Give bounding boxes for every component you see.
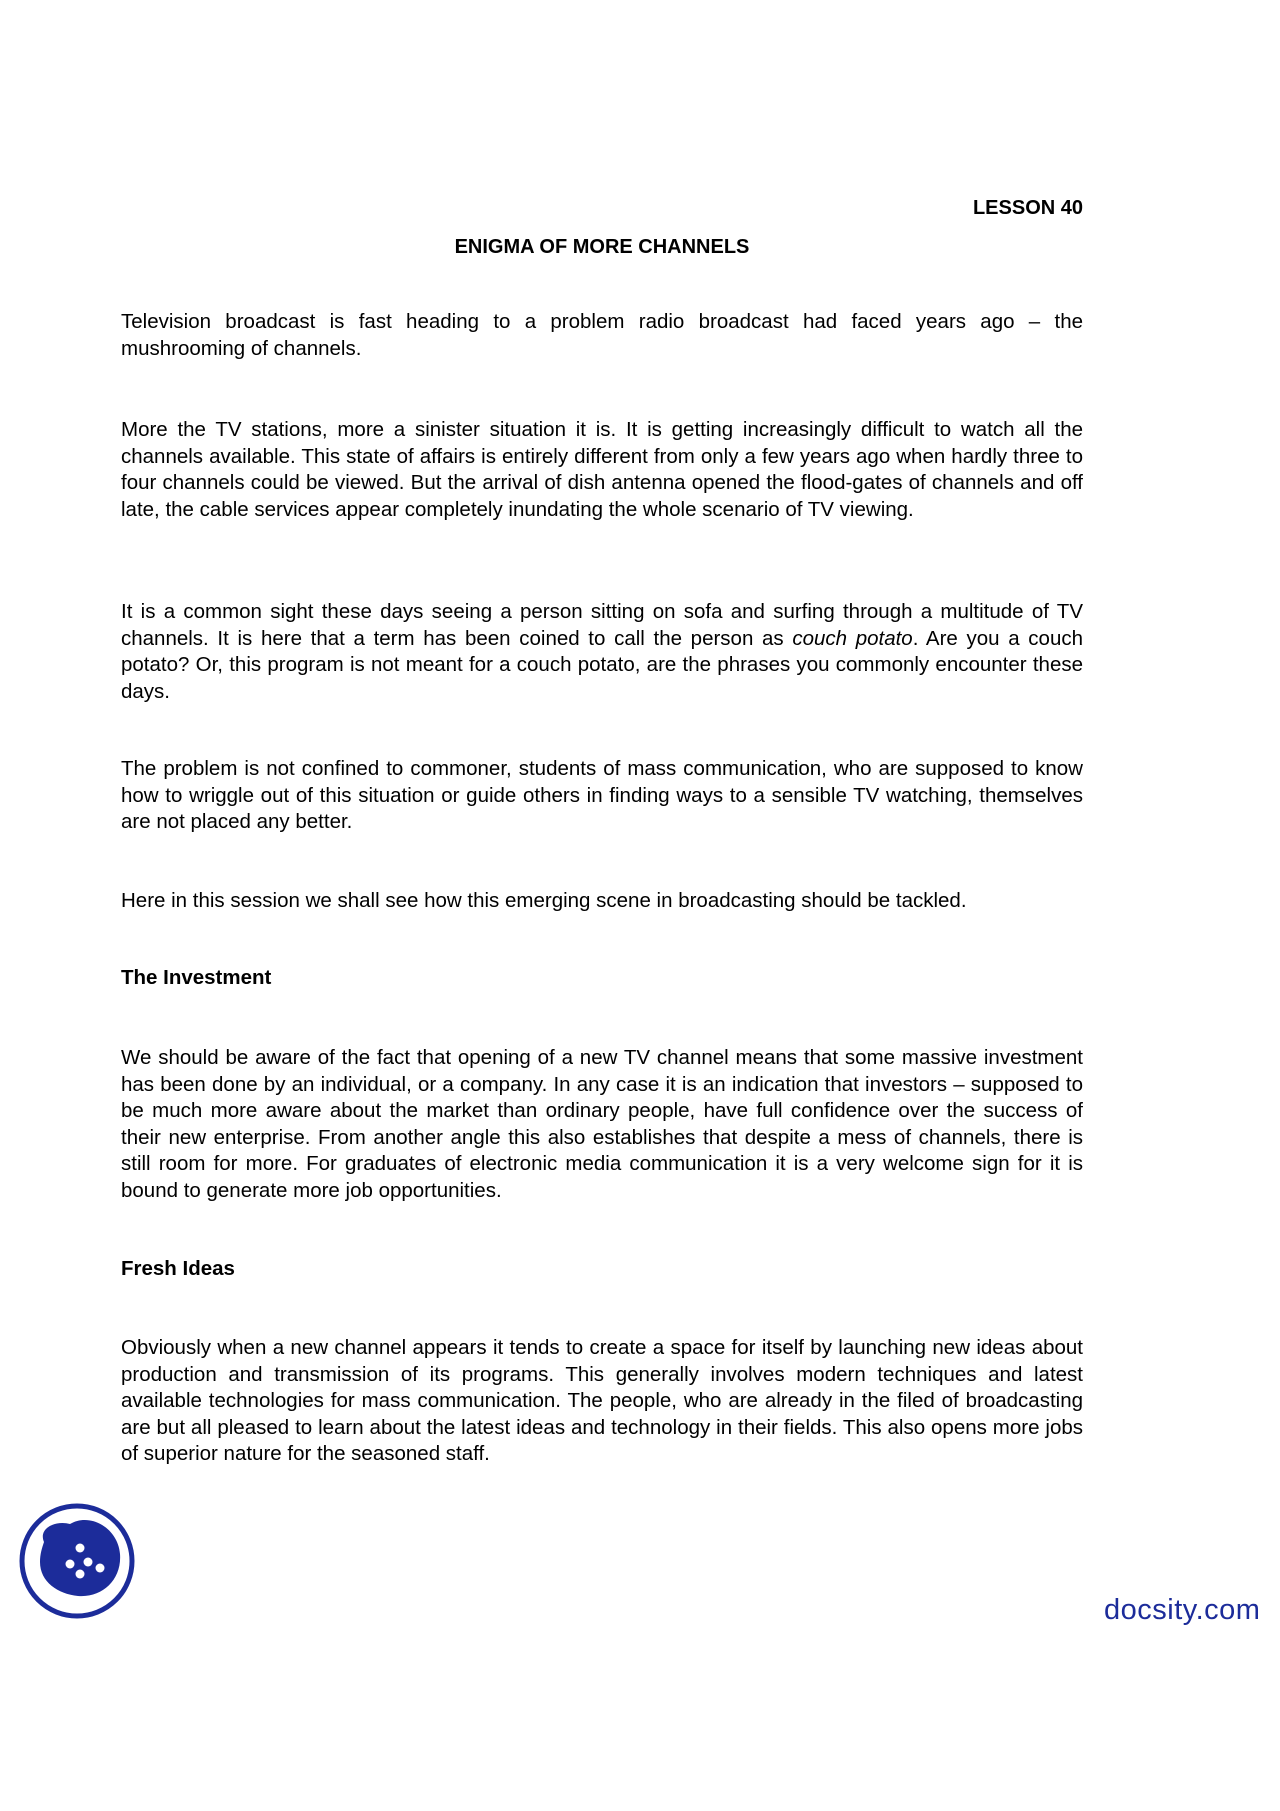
italic-term: couch potato: [792, 626, 913, 650]
paragraph-fresh-ideas: Obviously when a new channel appears it tends to create a space for itself by launching new ideas about production and transmission of its programs. This generally involves modern techniques and latest available technologies for mass communication. The people, who are already in the filed of broadcasting are but all pleased to learn about the latest ideas and technology in their fields. This also opens more jobs of superior nature for the seasoned staff.: [121, 1336, 1083, 1466]
paragraph-text: It is a common sight these days seeing a person sitting on sofa and surfing through a multitude of TV channels. It is here that a term has been coined to call the person as: [121, 600, 1083, 650]
paragraph-text: . Are you a couch potato? Or, this program is not meant for a couch potato, are the phrases you commonly encounter these days.: [121, 626, 1083, 703]
lesson-number: LESSON 40: [972, 197, 1083, 219]
section-heading-investment: The Investment: [121, 966, 272, 989]
paragraph-intro: Television broadcast is fast heading to a problem radio broadcast had faced years ago – the mushrooming of channels.: [121, 310, 1083, 360]
paragraph-couch-potato: [121, 599, 1083, 705]
section-heading-fresh-ideas: Fresh Ideas: [121, 1257, 235, 1280]
site-watermark: docsity.com: [1104, 1594, 1261, 1626]
paragraph-tv-stations: More the TV stations, more a sinister situation it is. It is getting increasingly difficult to watch all the channels available. This state of affairs is entirely different from only a few years ago when hardly three to four channels could be viewed. But the arrival of dish antenna opened the flood-gates of channels and off late, the cable services appear completely inundating the whole scenario of TV viewing.: [121, 418, 1083, 521]
page-title: ENIGMA OF MORE CHANNELS: [454, 236, 750, 258]
paragraph-investment: We should be aware of the fact that opening of a new TV channel means that some massive investment has been done by an individual, or a company. In any case it is an indication that investors – supposed to be much more aware about the market than ordinary people, have full confidence over the success of their new enterprise. From another angle this also establishes that despite a mess of channels, there is still room for more. For graduates of electronic media communication it is a very welcome sign for it is bound to generate more job opportunities.: [121, 1046, 1083, 1202]
docsity-logo-icon: [18, 1502, 136, 1620]
paragraph-problem: The problem is not confined to commoner, students of mass communication, who are supposed to know how to wriggle out of this situation or guide others in finding ways to a sensible TV watching, themselves are not placed any better.: [121, 757, 1083, 834]
paragraph-session: Here in this session we shall see how this emerging scene in broadcasting should be tackled.: [121, 889, 967, 912]
